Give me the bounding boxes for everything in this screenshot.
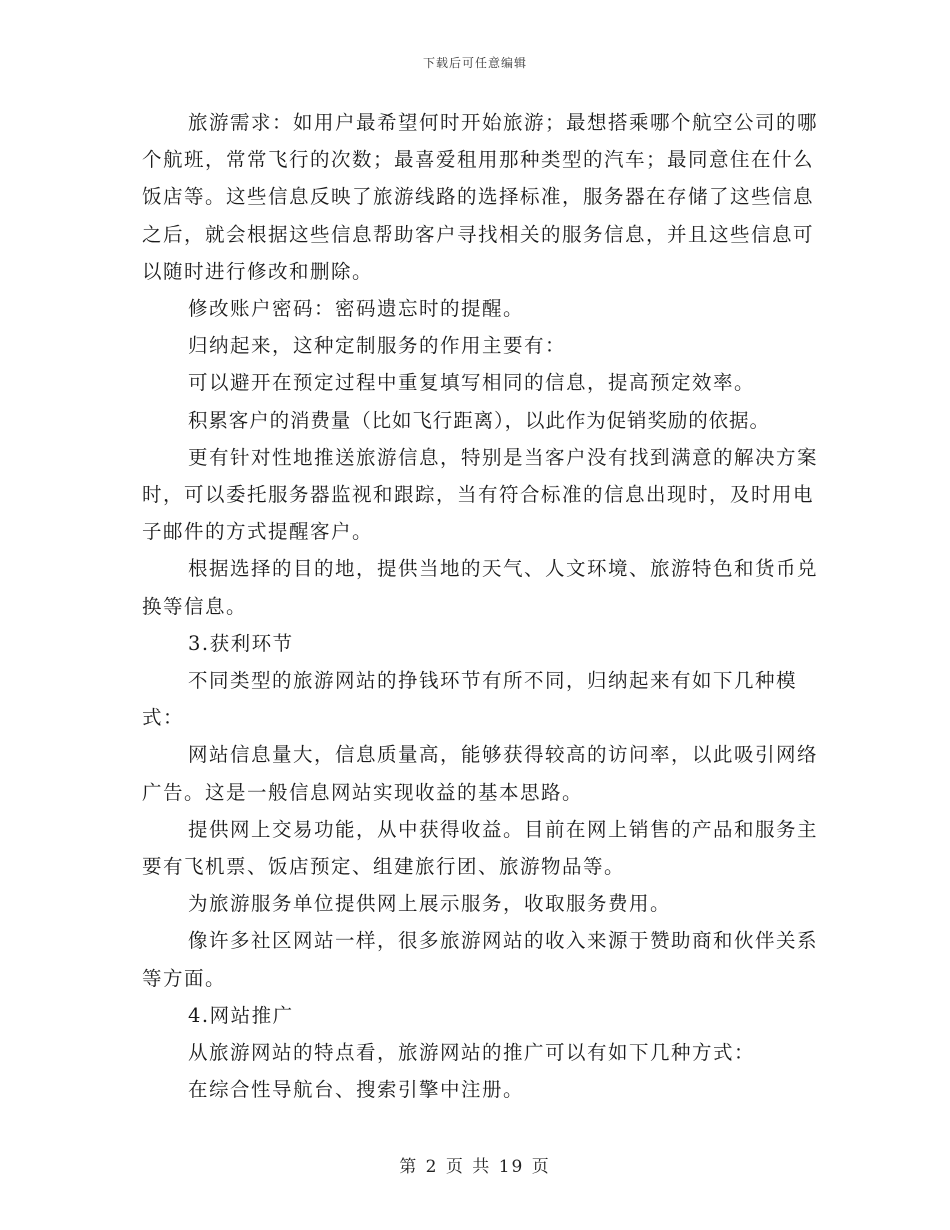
paragraph-promotion-modes: 从旅游网站的特点看，旅游网站的推广可以有如下几种方式：: [188, 1041, 756, 1065]
paragraph-avoid-repeat: 可以避开在预定过程中重复填写相同的信息，提高预定效率。: [188, 371, 756, 395]
section-heading-profit: 3.获利环节: [188, 631, 294, 655]
page-header-note: 下载后可任意编辑: [422, 56, 527, 70]
document-body: [142, 104, 822, 1108]
paragraph-summary-intro: 归纳起来，这种定制服务的作用主要有：: [188, 334, 567, 358]
paragraph-advertising: 网站信息量大，信息质量高，能够获得较高的访问率，以此吸引网络广告。这是一般信息网站实现收益的基本思路。: [142, 743, 819, 804]
paragraph-travel-needs: 旅游需求：如用户最希望何时开始旅游；最想搭乘哪个航空公司的哪个航班，常常飞行的次数；最喜爱租用那种类型的汽车；最同意住在什么饭店等。这些信息反映了旅游线路的选择标准，服务器在存储了这些信息之后，就会根据这些信息帮助客户寻找相关的服务信息，并且这些信息可以随时进行修改和删除。: [142, 111, 819, 283]
paragraph-destination-info: 根据选择的目的地，提供当地的天气、人文环境、旅游特色和货币兑换等信息。: [142, 557, 819, 618]
paragraph-online-trading: 提供网上交易功能，从中获得收益。目前在网上销售的产品和服务主要有飞机票、饭店预定、组建旅行团、旅游物品等。: [142, 817, 819, 879]
paragraph-accumulate-consumption: 积累客户的消费量（比如飞行距离），以此作为促销奖励的依据。: [188, 408, 770, 432]
paragraph-register-search: 在综合性导航台、搜索引擎中注册。: [188, 1078, 525, 1102]
page-number-footer: 第 2 页 共 19 页: [399, 1157, 551, 1177]
section-heading-promotion: 4.网站推广: [188, 1003, 294, 1027]
paragraph-display-service: 为旅游服务单位提供网上展示服务，收取服务费用。: [188, 892, 672, 916]
paragraph-sponsors: 像许多社区网站一样，很多旅游网站的收入来源于赞助商和伙伴关系等方面。: [142, 929, 819, 990]
paragraph-change-password: 修改账户密码：密码遗忘时的提醒。: [188, 297, 525, 321]
paragraph-targeted-push: 更有针对性地推送旅游信息，特别是当客户没有找到满意的解决方案时，可以委托服务器监视和跟踪，当有符合标准的信息出现时，及时用电子邮件的方式提醒客户。: [142, 445, 819, 544]
paragraph-profit-modes: 不同类型的旅游网站的挣钱环节有所不同，归纳起来有如下几种模式：: [142, 669, 798, 730]
